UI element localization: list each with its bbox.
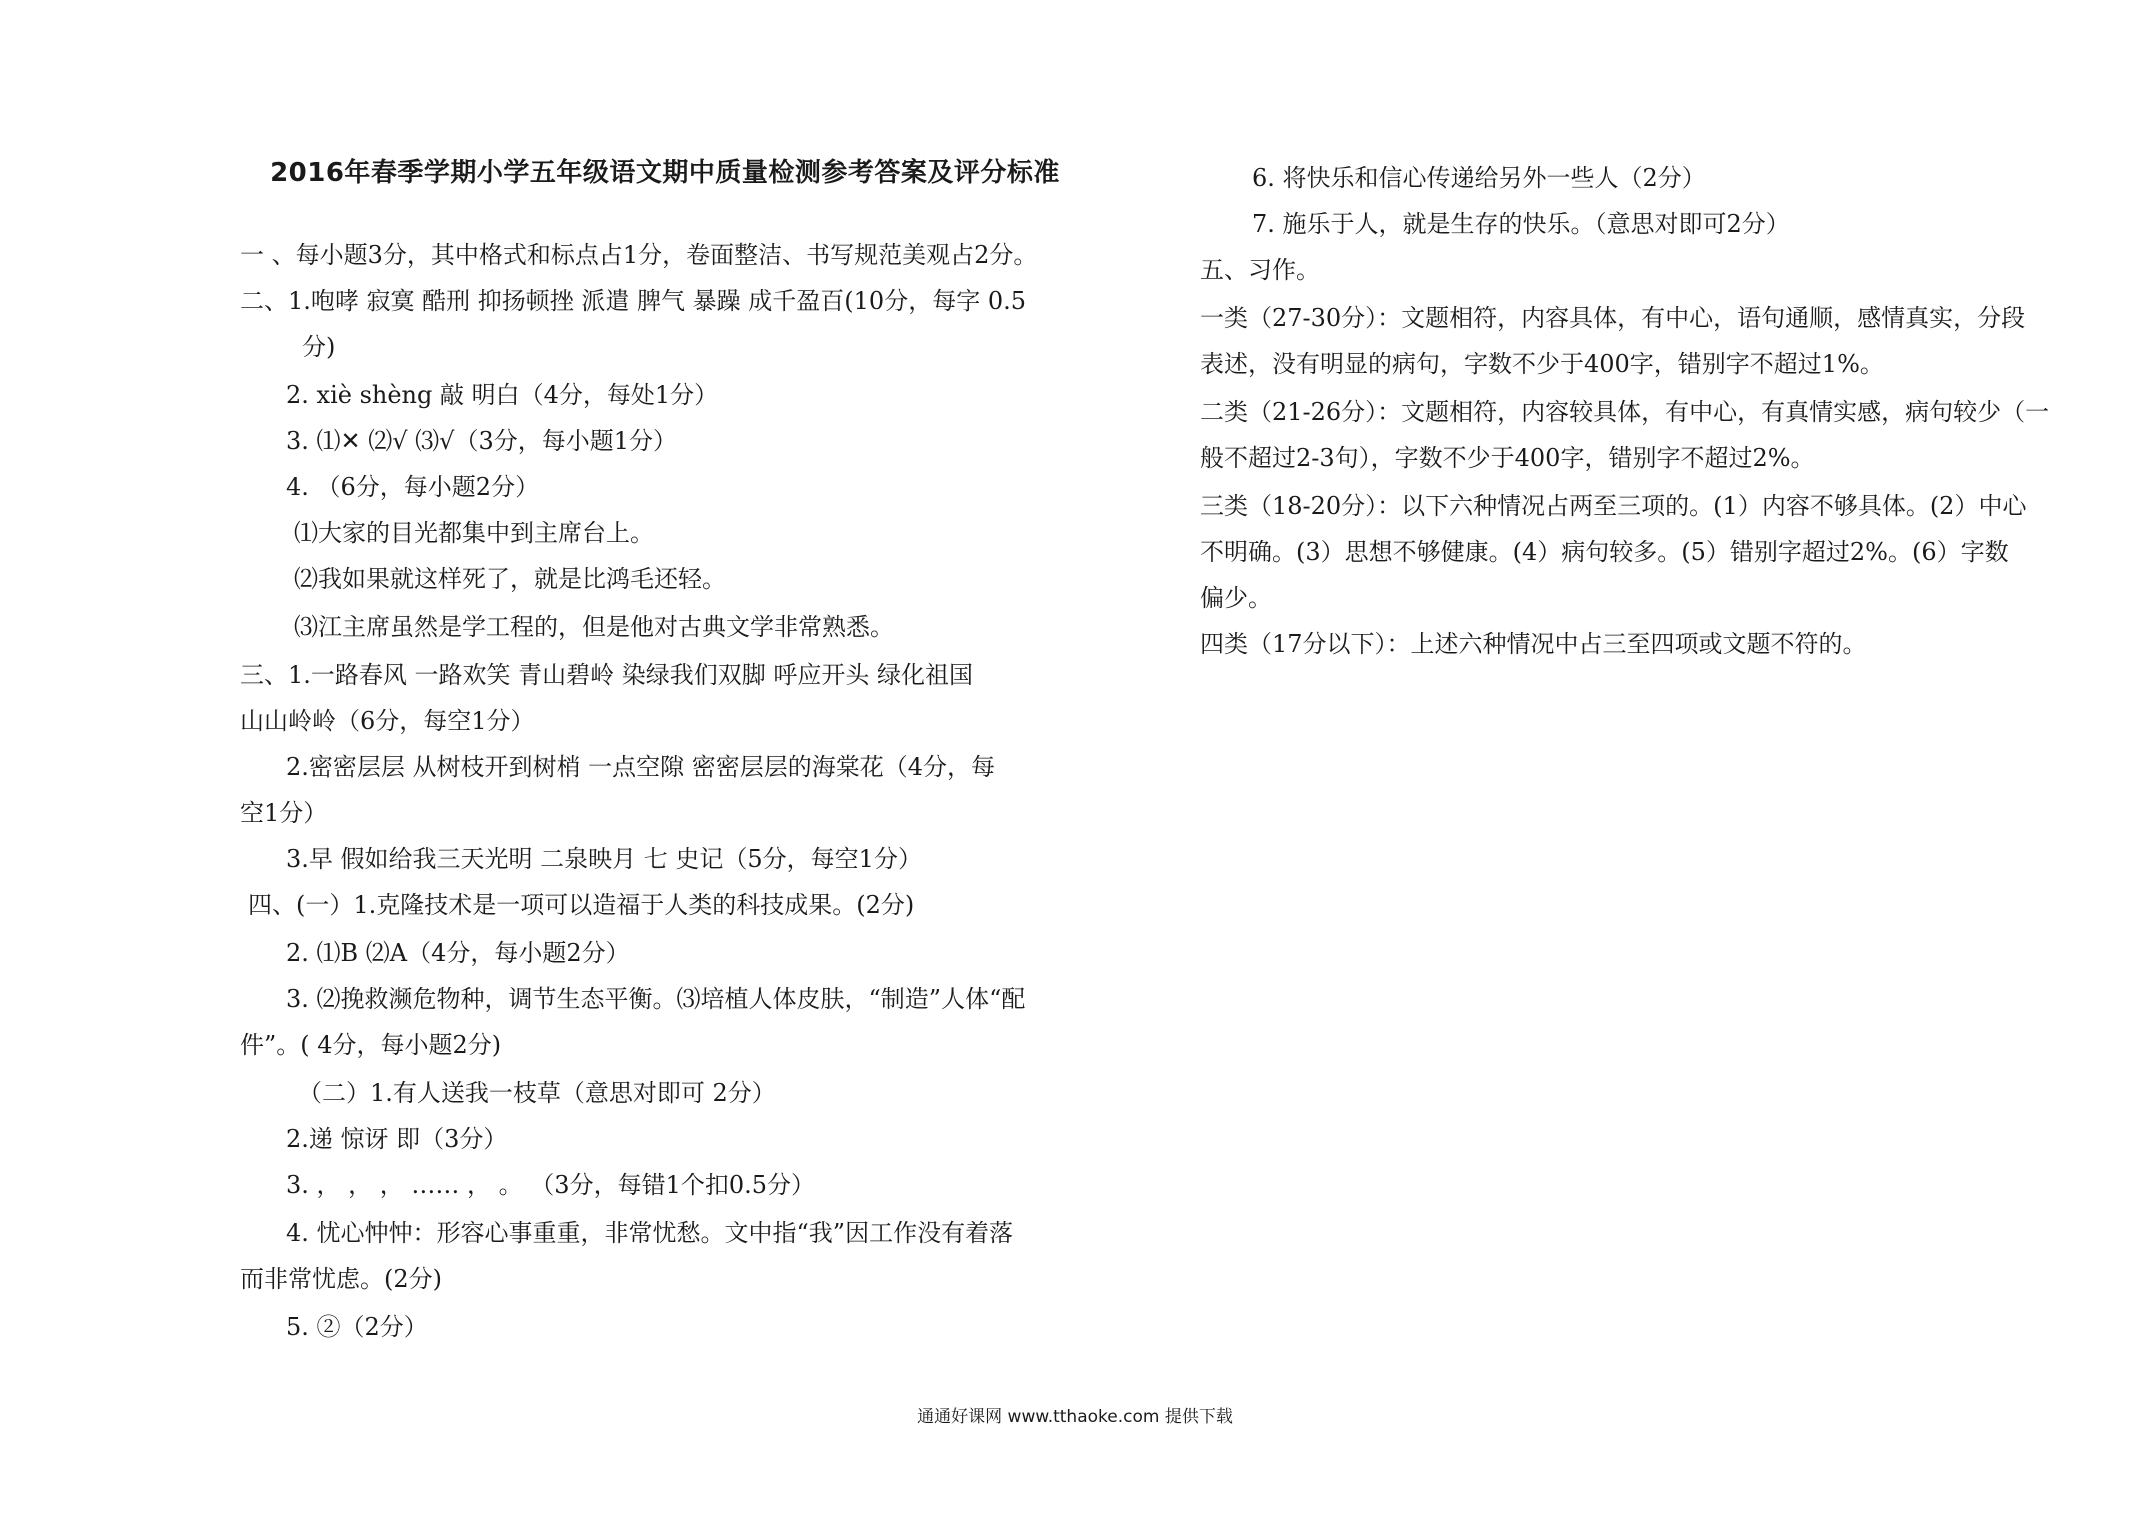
answer-line: 4. 忧心忡忡：形容心事重重，非常忧愁。文中指“我”因工作没有着落	[286, 1219, 1014, 1247]
answer-line: 3. ， ， ， …… ， 。 （3分，每错1个扣0.5分）	[286, 1171, 816, 1199]
rubric-line: 四类（17分以下）：上述六种情况中占三至四项或文题不符的。	[1200, 630, 1867, 658]
answer-line: 二、1.咆哮 寂寞 酷刑 抑扬顿挫 派遣 脾气 暴躁 成千盈百(10分，每字 0.5	[240, 287, 1026, 315]
rubric-line: 偏少。	[1200, 584, 1272, 612]
rubric-line: 般不超过2-3句），字数不少于400字，错别字不超过2%。	[1200, 444, 1815, 472]
answer-line: ⑶江主席虽然是学工程的，但是他对古典文学非常熟悉。	[294, 613, 894, 641]
rubric-line: 不明确。(3）思想不够健康。(4）病句较多。(5）错别字超过2%。(6）字数	[1200, 538, 2009, 566]
document-title: 2016年春季学期小学五年级语文期中质量检测参考答案及评分标准	[270, 158, 1060, 188]
rubric-line: 6. 将快乐和信心传递给另外一些人（2分）	[1252, 164, 1706, 192]
answer-line: ⑴大家的目光都集中到主席台上。	[294, 519, 654, 547]
rubric-line: 表述，没有明显的病句，字数不少于400字，错别字不超过1%。	[1200, 350, 1884, 378]
rubric-line: 五、习作。	[1200, 256, 1320, 284]
rubric-line: 一类（27-30分）：文题相符，内容具体，有中心，语句通顺，感情真实，分段	[1200, 304, 2026, 332]
answer-line: 2.递 惊讶 即（3分）	[286, 1125, 508, 1153]
answer-line: 四、(一）1.克隆技术是一项可以造福于人类的科技成果。(2分)	[248, 891, 915, 919]
answer-line: 三、1.一路春风 一路欢笑 青山碧岭 染绿我们双脚 呼应开头 绿化祖国	[240, 661, 974, 689]
answer-line: 一 、每小题3分，其中格式和标点占1分，卷面整洁、书写规范美观占2分。	[240, 241, 1038, 269]
answer-line: 2.密密层层 从树枝开到树梢 一点空隙 密密层层的海棠花（4分，每	[286, 753, 996, 781]
answer-line: 件”。( 4分，每小题2分)	[240, 1031, 502, 1059]
answer-line: 4. （6分，每小题2分）	[286, 473, 540, 501]
answer-line: （二）1.有人送我一枝草（意思对即可 2分）	[298, 1079, 776, 1107]
right-column	[1200, 155, 2060, 675]
left-column	[240, 232, 1090, 1372]
footer-source: 通通好课网 www.tthaoke.com 提供下载	[917, 1407, 1233, 1427]
answer-line: 5. ②（2分）	[286, 1313, 428, 1341]
answer-line: 3.早 假如给我三天光明 二泉映月 七 史记（5分，每空1分）	[286, 845, 922, 873]
answer-line: 空1分）	[240, 799, 328, 827]
answer-line: 3. ⑴✕ ⑵√ ⑶√（3分，每小题1分）	[286, 427, 678, 455]
answer-line: 2. ⑴B ⑵A（4分，每小题2分）	[286, 939, 630, 967]
rubric-line: 二类（21-26分）：文题相符，内容较具体，有中心，有真情实感，病句较少（一	[1200, 398, 2050, 426]
answer-line: 山山岭岭（6分，每空1分）	[240, 707, 535, 735]
answer-line: 2. xiè shèng 敲 明白（4分，每处1分）	[286, 381, 719, 409]
rubric-line: 7. 施乐于人，就是生存的快乐。（意思对即可2分）	[1252, 210, 1790, 238]
answer-line: ⑵我如果就这样死了，就是比鸿毛还轻。	[294, 565, 726, 593]
answer-line: 3. ⑵挽救濒危物种，调节生态平衡。⑶培植人体皮肤，“制造”人体“配	[286, 985, 1026, 1013]
answer-line: 分)	[302, 333, 336, 361]
rubric-line: 三类（18-20分）：以下六种情况占两至三项的。(1）内容不够具体。(2）中心	[1200, 492, 2027, 520]
answer-line: 而非常忧虑。(2分)	[240, 1265, 442, 1293]
